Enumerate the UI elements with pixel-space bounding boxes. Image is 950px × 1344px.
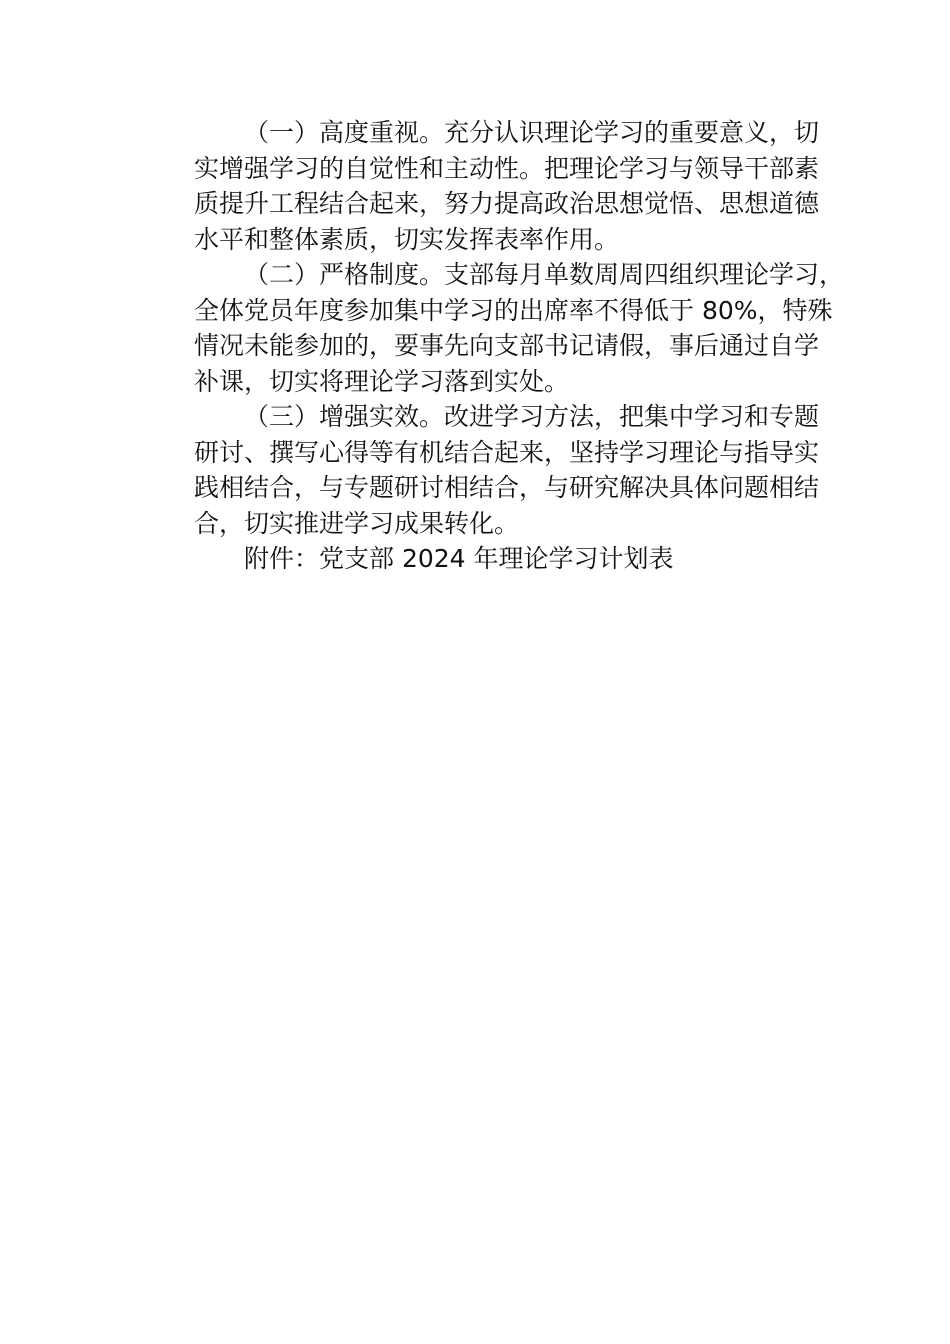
paragraph-line: 研讨、撰写心得等有机结合起来，坚持学习理论与指导实 [194, 437, 820, 467]
paragraph-line: 践相结合，与专题研讨相结合，与研究解决具体问题相结 [194, 473, 820, 502]
paragraph-effectiveness [144, 399, 820, 541]
document-body [144, 115, 845, 577]
paragraph-line: 合，切实推进学习成果转化。 [194, 508, 520, 538]
paragraph-line: 实增强学习的自觉性和主动性。把理论学习与领导干部素 [194, 153, 820, 183]
paragraph-line: （一）高度重视。充分认识理论学习的重要意义，切 [244, 118, 820, 147]
paragraph-line: 情况未能参加的，要事先向支部书记请假，事后通过自学 [194, 331, 820, 360]
paragraph-line: 全体党员年度参加集中学习的出席率不得低于 80%，特殊 [194, 295, 833, 325]
paragraph-line: 补课，切实将理论学习落到实处。 [194, 366, 570, 396]
paragraph-system [144, 257, 845, 399]
paragraph-line: 水平和整体素质，切实发挥表率作用。 [194, 224, 620, 254]
paragraph-line: （三）增强实效。改进学习方法，把集中学习和专题 [244, 402, 820, 431]
paragraph-emphasis [144, 115, 820, 257]
attachment-line: 附件：党支部 2024 年理论学习计划表 [244, 544, 674, 573]
paragraph-line: 质提升工程结合起来，努力提高政治思想觉悟、思想道德 [194, 189, 820, 218]
attachment-note [144, 541, 812, 577]
paragraph-line: （二）严格制度。支部每月单数周周四组织理论学习， [244, 260, 845, 289]
